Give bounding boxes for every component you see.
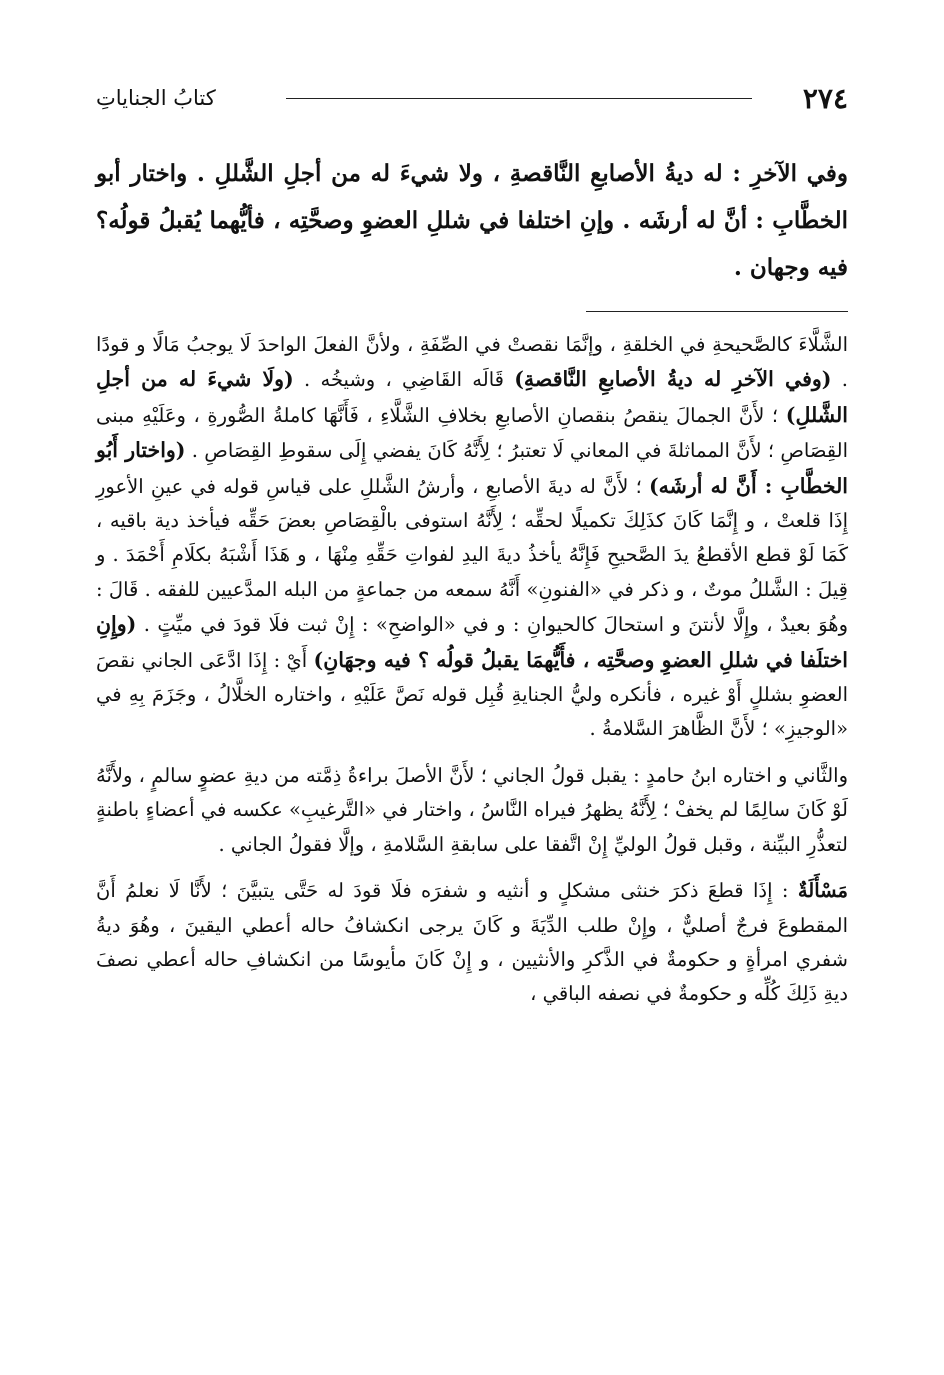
quoted-matn: (ولَا شيءَ له من أجلِ الشَّللِ) <box>96 367 848 427</box>
header-rule <box>286 98 752 99</box>
page-header <box>96 78 848 118</box>
commentary-text: ؛ لأَنَّ له ديةَ الأصابعِ ، وأرشُ الشَّللِ على قياسِ قوله في عينِ الأعورِ إِذَا قلعتْ ، و إِنَّمَا كَانَ كذَلِكَ تكميلًا لحقِّه ؛ لِأَنَّهُ استوفى بالْقِصَاصِ بعضَ حَقِّه فيأخذ دية باقيه ، كَمَا لَوْ قطع الأقطعُ يدَ الصَّحيحِ فَإِنَّهُ يأخذُ ديةَ اليدِ لفواتِ حَقِّهِ مِنْهَا ، و هَذَا أَشْبَهُ بكلَامِ أَحْمَدَ . و قِيلَ : الشَّللُ موتٌ ، و ذكر في «الفنونِ» أَنَّهُ سمعه من جماعةٍ من البله المدَّعيين للفقه . قَالَ : وهُوَ بعيدٌ ، وإِلَّا لأنتنَ و استحالَ كالحيوانِ : و في «الواضحِ» : إِنْ ثبت فلَا قودَ في ميِّتٍ . <box>96 474 849 637</box>
quoted-matn: (وإِنِ اختلَفا في شللِ العضوِ وصحَّتِه ، فأَيُّهمَا يقبلُ قولُه ؟ فيه وجهَانِ) <box>96 612 848 672</box>
commentary-text: قَالَه القَاضِي ، وشيخُه . <box>304 368 504 392</box>
issue-term: مَسْأَلَةٌ <box>797 879 848 903</box>
main-text <box>96 150 848 291</box>
commentary-text: ؛ لأَنَّ الجمالَ ينقصُ بنقصانِ الأصابعِ بخلافِ الشَّلَّاءِ ، فَأَنَّهَا كاملةُ الصُّورةِ ، وعَلَيْهِ مبنى القِصَاصِ ؛ لأَنَّ المماثلةَ في المعاني لَا تعتبرُ ؛ لِأَنَّهُ كَانَ يفضي إِلَى سقوطِ القِصَاصِ . <box>96 403 848 463</box>
commentary-paragraph-3 <box>96 874 848 1012</box>
main-text-paragraph: وفي الآخرِ : له ديةُ الأصابعِ النَّاقصةِ ، ولا شيءَ له من أجلِ الشَّللِ . واختار أبو الخطَّابِ : أنَّ له أرشَه . وإنِ اختلفا في شللِ العضوِ وصحَّتِه ، فأيُّهما يُقبلُ قولُه؟ فيه وجهان . <box>96 160 848 281</box>
page-number: ٢٧٤ <box>802 81 848 115</box>
quoted-matn: (وفي الآخرِ له ديةُ الأصابعِ النَّاقصةِ) <box>514 367 832 392</box>
quoted-matn: (واختار أَبُو الخطَّابِ : أَنَّ له أرشَه) <box>96 438 849 498</box>
commentary-paragraph-1 <box>96 328 848 747</box>
footnote-divider <box>586 311 848 312</box>
book-title: كتابُ الجناياتِ <box>96 86 216 110</box>
commentary <box>96 328 848 1024</box>
commentary-text: الشَّلَّاءَ كالصَّحيحةِ في الخلقةِ ، وإنَّمَا نقصتْ في الصِّفَةِ ، ولأنَّ الفعلَ الواحدَ لَا يوجبُ مَالًا و قودًا . <box>96 333 848 392</box>
commentary-text: أَيْ : إِذَا ادَّعَى الجاني نقصَ العضوِ بشللٍ أَوْ غيره ، فأنكره وليُّ الجنايةِ قُبِل قوله نَصَّ عَلَيْهِ ، واختاره الخلَّالُ ، وجَزَمَ بِهِ في «الوجيزِ» ؛ لأَنَّ الظَّاهرَ السَّلامةُ . <box>96 648 848 741</box>
commentary-paragraph-2: والثَّاني و اختاره ابنُ حامدٍ : يقبل قولُ الجاني ؛ لأَنَّ الأصلَ براءةُ ذِمَّته من ديةِ عضوٍ سالمٍ ، ولأَنَّهُ لَوْ كَانَ سالِمًا لم يخفْ ؛ لِأَنَّهُ يظهرُ فيراه النَّاسُ ، واختار في «التَّرغيبِ» عكسه في أعضاءٍ باطنةٍ لتعذُّرِ البيِّنة ، وقبل قولُ الوليِّ إِنْ اتَّفقا على سابقةِ السَّلامةِ ، وإلَّا فقولُ الجاني . <box>96 763 848 856</box>
book-page <box>96 0 848 1375</box>
commentary-text: : إِذَا قطعَ ذكرَ خنثى مشكلٍ و أنثيه و شفرَه فلَا قودَ له حَتَّى يتبيَّنَ ؛ لأَنَّا لَا نعلمُ أَنَّ المقطوعَ فرجٌ أصليٌّ ، وإِنْ طلب الدِّيَةَ و كَانَ يرجى انكشافُ حاله أعطي اليقينَ ، وهُوَ ديةُ شفري امرأةٍ و حكومةٌ في الذَّكرِ والأنثيين ، و إِنْ كَانَ مأيوسًا من انكشافِ حاله أعطي نصفَ ديةِ ذَلِكَ كُلِّه و حكومةٌ في نصفه الباقي ، <box>96 879 848 1006</box>
